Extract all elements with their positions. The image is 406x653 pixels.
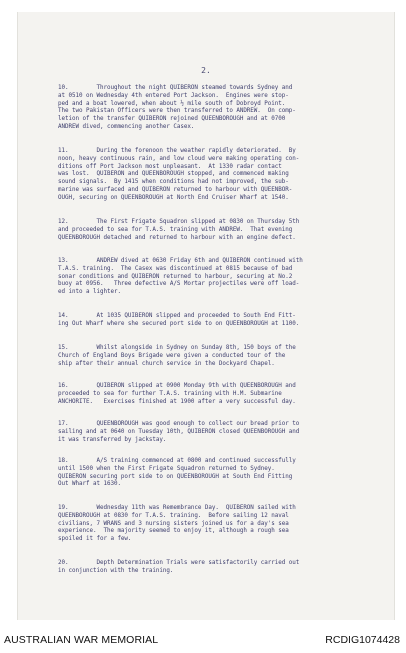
paragraph-20: 20. Depth Determination Trials were satisfactorily carried out in conjunction with the training. [58,560,300,574]
paragraph-12: 12. The First Frigate Squadron slipped at 0830 on Thursday 5th and proceeded to sea for T.A.S. training with ANDREW. That evening QUEENBOROUGH detached and returned to harbour with an engine defect. [58,219,300,241]
archive-name: AUSTRALIAN WAR MEMORIAL [4,634,159,646]
page-number: 2. [201,66,211,75]
record-id: RCDIG1074428 [325,634,400,646]
paragraph-16: 16. QUIBERON slipped at 0900 Monday 9th with QUEENBOROUGH and proceeded to sea for further T.A.S. training with H.M. Submarine ANCHORITE. Exercises finished at 1900 after a very successful day. [58,383,296,405]
paragraph-17: 17. QUEENBOROUGH was good enough to collect our bread prior to sailing and at 0640 on Tuesday 10th, QUIBERON closed QUEENBOROUGH and it was transferred by jackstay. [58,421,300,443]
paragraph-19: 19. Wednesday 11th was Remembrance Day. QUIBERON sailed with QUEENBOROUGH at 0830 for T.A.S. training. Before sailing 12 naval civilians, 7 WRANS and 3 nursing sisters joined us for a day's sea experience. The majority seemed to enjoy it, although a rough sea spoiled it for a few. [58,505,296,543]
paragraph-15: 15. Whilst alongside in Sydney on Sunday 8th, 150 boys of the Church of England Boys Brigade were given a conducted tour of the ship after their annual church service in the Dockyard Chapel. [58,345,296,367]
paragraph-14: 14. At 1035 QUIBERON slipped and proceeded to South End Fitt- ing Out Wharf where she secured port side to on QUEENBOROUGH at 1100. [58,313,300,327]
paragraph-18: 18. A/S training commenced at 0800 and continued successfully until 1500 when the First Frigate Squadron returned to Sydney. QUIBERON securing port side to on QUEENBOROUGH at South End Fitting Out Wharf at 1630. [58,458,296,488]
paragraph-10: 10. Throughout the night QUIBERON steamed towards Sydney and at 0510 on Wednesday 4th entered Port Jackson. Engines were stop- ped and a boat lowered, when about ½ mile south of Dobroyd Point. The two Pakistan Officers were then transferred to ANDREW. On comp- letion of the transfer QUIBERON rejoined QUEENBOROUGH and at 0700 ANDREW dived, commencing another Casex. [58,85,296,130]
paragraph-11: 11. During the forenoon the weather rapidly deteriorated. By noon, heavy continuous rain, and low cloud were making operating con- ditions off Port Jackson most unpleasant. At 1330 radar contact was lost. QUIBERON and QUEENBOROUGH stopped, and commenced making sound signals. By 1415 when conditions had not improved, the sub- marine was surfaced and QUIBERON returned to harbour with QUEENBOR- OUGH, securing on QUEENBOROUGH at North End Cruiser Wharf at 1540. [58,148,300,201]
paragraph-13: 13. ANDREW dived at 0630 Friday 6th and QUIBERON continued with T.A.S. training. The Casex was discontinued at 0815 because of bad sonar conditions and QUIBERON returned to harbour, securing at No.2 buoy at 0956. Three defective A/S Mortar projectiles were off load- ed into a lighter. [58,258,303,296]
archive-footer [0,628,406,653]
